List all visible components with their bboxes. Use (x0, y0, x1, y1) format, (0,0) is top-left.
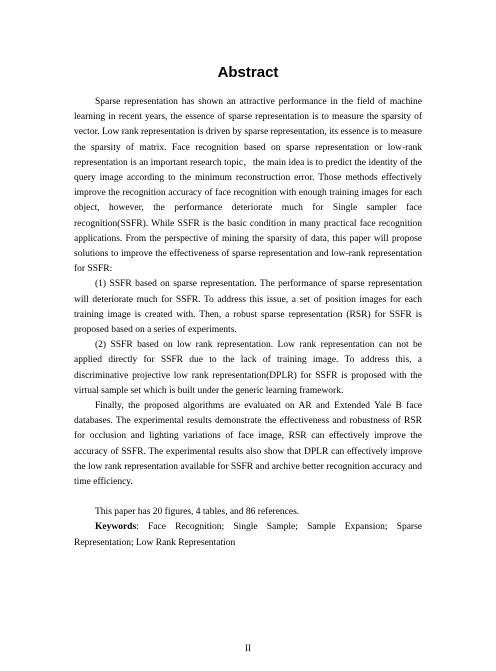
abstract-title: Abstract (217, 64, 279, 81)
abstract-body (74, 95, 422, 551)
keywords-line (74, 520, 422, 550)
abstract-paragraph-3: (2) SSFR based on low rank representation. Low rank representation can not be applied directly for SSFR due to the lack of training image. To address this, a discriminative projective low rank representation(DPLR) for SSFR is proposed with the virtual sample set which is built under the generic learning framework. (74, 340, 422, 396)
abstract-paragraph-2: (1) SSFR based on sparse representation. The performance of sparse representation will deteriorate much for SSFR. To address this issue, a set of position images for each training image is created with. Then, a robust sparse representation (RSR) for SSFR is proposed based on a series of experiments. (74, 279, 422, 336)
abstract-paragraph-1: Sparse representation has shown an attractive performance in the field of machine learning in recent years, the essence of sparse representation is to measure the sparsity of vector. Low rank representation is driven by sparse representation, its essence is to measure the sparsity of matrix. Face recognition based on sparse representation or low-rank representation is an important research topic，the main idea is to predict the identity of the query image according to the minimum reconstruction error. Those methods effectively improve the recognition accuracy of face recognition with enough training images for each object, however, the performance deteriorate much for Single sampler face recognition(SSFR). While SSFR is the basic condition in many practical face recognition applications. From the perspective of mining the sparsity of data, this paper will propose solutions to improve the effectiveness of sparse representation and low-rank representation for SSFR: (74, 97, 422, 275)
page-number: II (245, 643, 251, 653)
keywords-text: : Face Recognition; Single Sample; Sample Expansion; Sparse Representation; Low Rank Representation (74, 522, 422, 548)
paper-statistics: This paper has 20 figures, 4 tables, and 86 references. (95, 507, 300, 518)
abstract-paragraph-4: Finally, the proposed algorithms are evaluated on AR and Extended Yale B face databases. The experimental results demonstrate the effectiveness and robustness of RSR for occlusion and lighting variations of face image, RSR can effectively improve the accuracy of SSFR. The experimental results also show that DPLR can effectively improve the low rank representation available for SSFR and archive better recognition accuracy and time efficiency. (74, 401, 422, 488)
keywords-label: Keywords (95, 522, 137, 533)
